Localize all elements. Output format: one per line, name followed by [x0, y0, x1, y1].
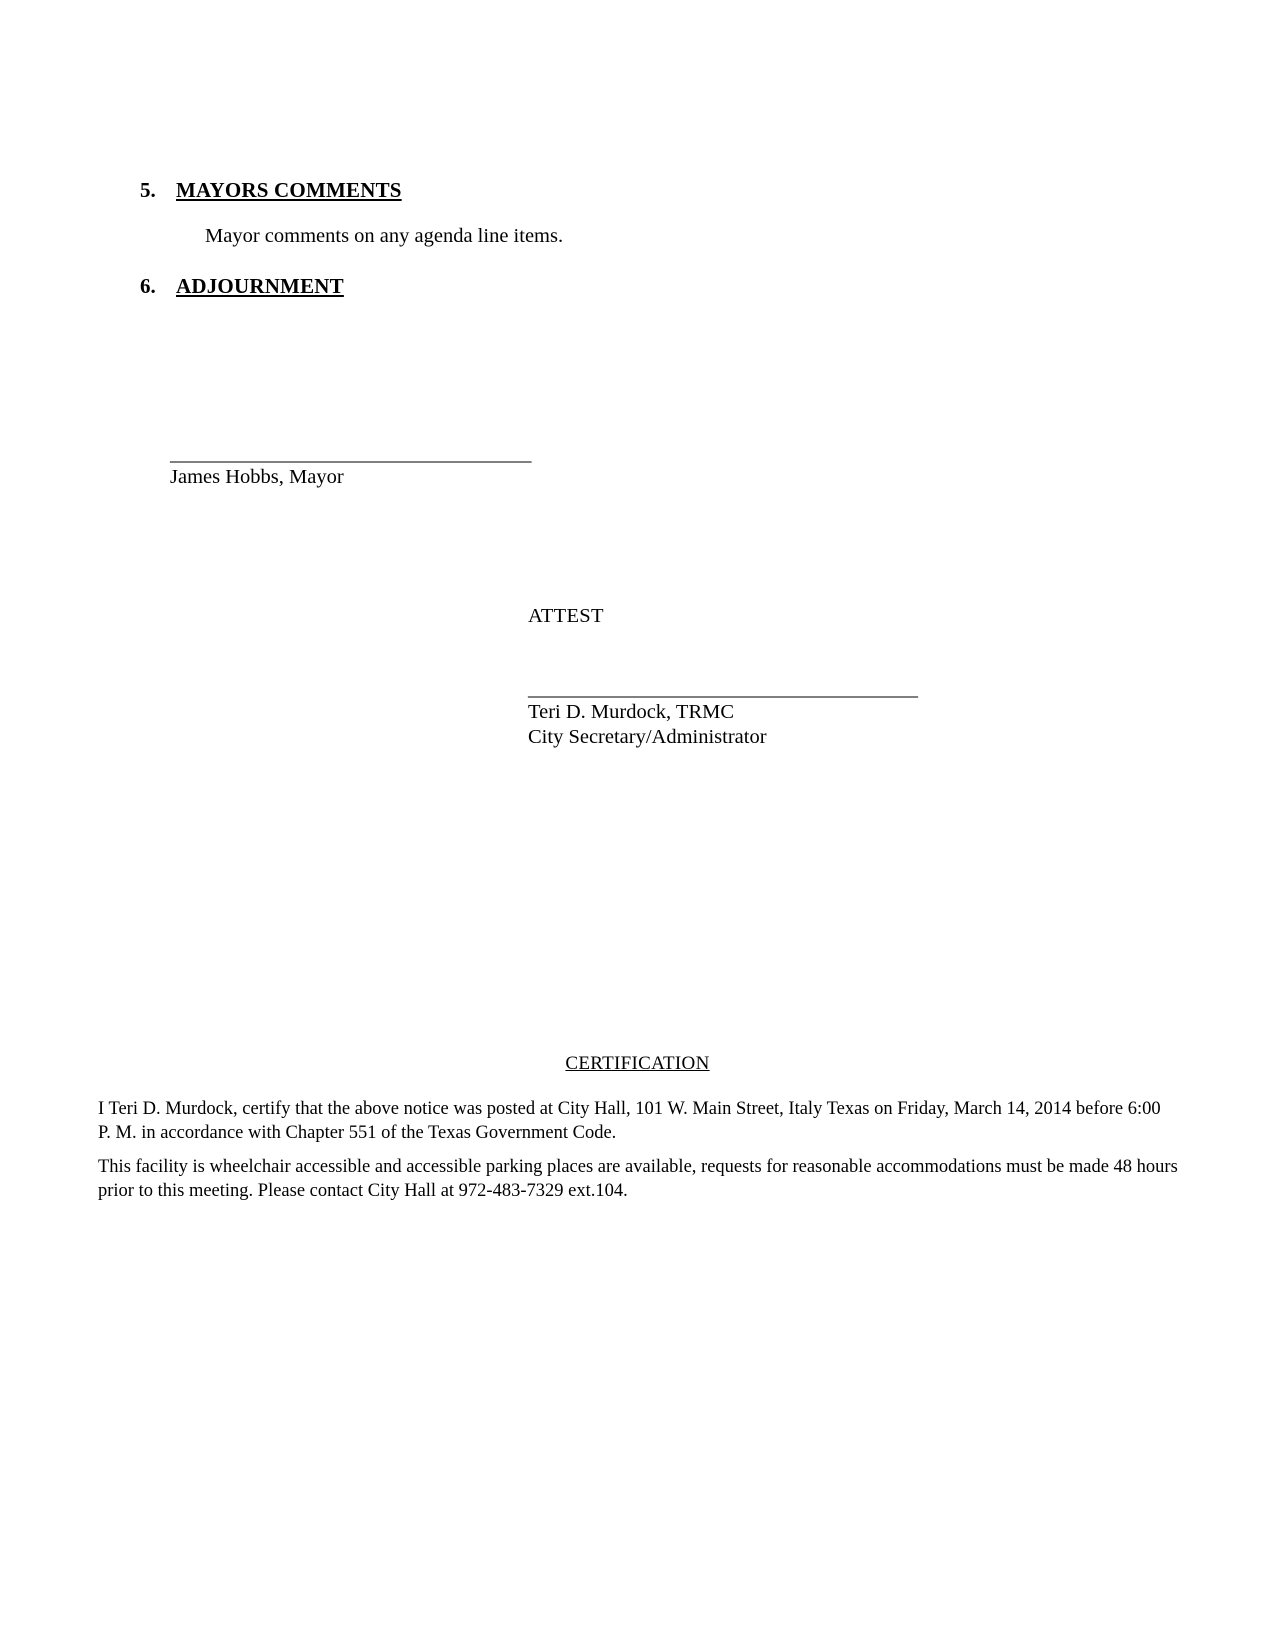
mayor-signature-block: [170, 443, 531, 490]
certification-heading: CERTIFICATION: [565, 1053, 710, 1074]
agenda-item-6-number: 6.: [140, 274, 156, 298]
agenda-item-5-title: MAYORS COMMENTS: [176, 178, 402, 202]
attest-label: ATTEST: [528, 605, 604, 627]
agenda-item-5-number: 5.: [140, 178, 156, 202]
agenda-item-6-title: ADJOURNMENT: [176, 274, 344, 298]
agenda-item-5-body: Mayor comments on any agenda line items.: [205, 225, 564, 247]
mayor-signature-rule: ______________________________________: [170, 443, 531, 465]
secretary-signature-title: City Secretary/Administrator: [528, 726, 767, 748]
secretary-signature-block: [528, 678, 918, 750]
secretary-signature-rule: _________________________________________: [528, 678, 918, 700]
agenda-item-5: [140, 178, 402, 203]
certification-paragraph-1: I Teri D. Murdock, certify that the above notice was posted at City Hall, 101 W. Main Street, Italy Texas on Friday, March 14, 2014 before 6:00 P. M. in accordance with Chapter 551 of the Texas Government Code.: [98, 1099, 1161, 1144]
secretary-signature-name: Teri D. Murdock, TRMC: [528, 701, 735, 723]
mayor-signature-name: James Hobbs, Mayor: [170, 466, 344, 488]
certification-paragraph-2: This facility is wheelchair accessible and accessible parking places are available, requests for reasonable accommodations must be made 48 hours prior to this meeting. Please contact City Hall at 972-483-7329 ext.104.: [98, 1157, 1178, 1202]
agenda-item-6: [140, 274, 344, 299]
